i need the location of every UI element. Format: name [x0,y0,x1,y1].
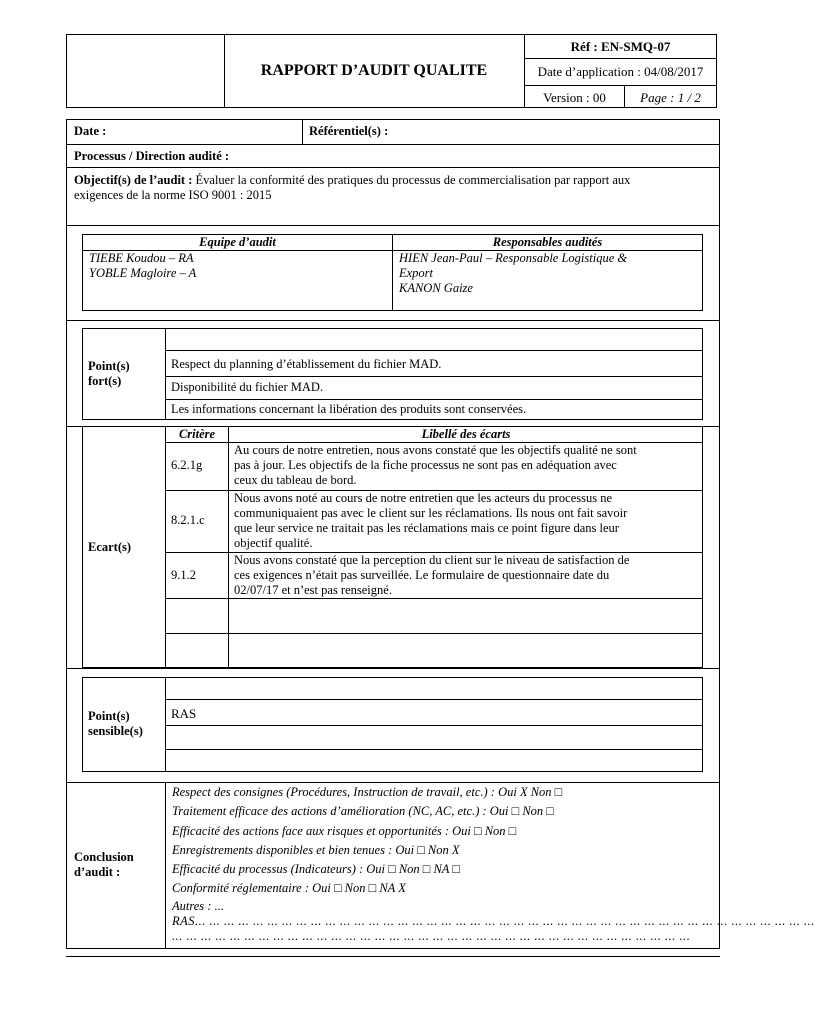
points-forts-label: Point(s) fort(s) [88,359,130,388]
responsables-header: Responsables audités [492,235,603,249]
responsable-member: HIEN Jean-Paul – Responsable Logistique & [399,251,628,265]
conclusion-remarks: RAS... ... ... ... ... ... ... ... ... ... ... ... ... ... ... ... ... ... ... ... ... ... ... ... ... ... ... ... ... ... ... ... ... ... ... ... ... ... ... ... ... ... ... [172,913,815,928]
conclusion-item: Efficacité du processus (Indicateurs) : Oui □ Non □ NA □ [172,862,460,877]
conclusion-checklist [172,783,815,944]
conclusion-label: Conclusion d’audit : [74,850,134,879]
ecart-line: Nous avons noté au cours de notre entretien que les acteurs du processus ne [234,491,613,505]
point-fort-item: Les informations concernant la libération des produits sont conservées. [171,402,527,416]
document-title: RAPPORT D’AUDIT QUALITE [260,62,488,79]
ecart-line: 02/07/17 et n’est pas renseigné. [234,583,392,597]
ecart-critere: 9.1.2 [171,568,196,582]
critere-header: Critère [178,427,216,441]
application-date: Date d’application : 04/08/2017 [537,64,704,79]
ecart-line: pas à jour. Les objectifs de la fiche processus ne sont pas en adéquation avec [234,458,617,472]
ecart-description [234,491,700,551]
objectif-block [74,173,714,203]
objectif-text-2: exigences de la norme ISO 9001 : 2015 [74,188,272,202]
responsables-list [399,251,699,296]
footer-rule [66,956,720,957]
version-number: Version : 00 [543,90,606,105]
ecart-line: communiquaient pas avec le client sur les réclamations. Ils nous ont fait savoir [234,506,628,520]
ecart-line: ceux du tableau de bord. [234,473,357,487]
equipe-member: YOBLE Magloire – A [89,266,197,280]
reference-code: Réf : EN-SMQ-07 [570,39,671,54]
ecart-description [234,553,700,598]
point-fort-item: Disponibilité du fichier MAD. [171,380,324,394]
responsable-member: Export [399,266,434,280]
conclusion-item: Enregistrements disponibles et bien tenues : Oui □ Non X [172,842,460,857]
ecart-line: que leur service ne traitait pas les réclamations mais ce point figure dans leur [234,521,619,535]
ecarts-label: Ecart(s) [88,540,132,554]
conclusion-item: Respect des consignes (Procédures, Instruction de travail, etc.) : Oui X Non □ [172,785,563,799]
ecart-description [234,443,700,488]
date-label: Date : [74,124,107,138]
page-number: Page : 1 / 2 [640,90,701,105]
equipe-list [89,251,389,281]
referentiel-label: Référentiel(s) : [309,124,389,138]
libelle-header: Libellé des écarts [421,427,511,441]
ecart-line: Au cours de notre entretien, nous avons constaté que les objectifs qualité ne sont [234,443,637,457]
objectif-text: Évaluer la conformité des pratiques du processus de commercialisation par rapport aux [195,173,631,187]
conclusion-item: Conformité réglementaire : Oui □ Non □ NA X [172,881,406,896]
points-sensibles-label: Point(s) sensible(s) [88,709,143,738]
processus-label: Processus / Direction audité : [74,149,230,163]
conclusion-remarks: ... ... ... ... ... ... ... ... ... ... ... ... ... ... ... ... ... ... ... ... ... ... ... ... ... ... ... ... ... ... ... ... ... ... ... ... [172,928,691,943]
equipe-member: TIEBE Koudou – RA [89,251,194,265]
point-sensible-item: RAS [171,706,197,721]
ecart-line: objectif qualité. [234,536,313,550]
point-fort-item: Respect du planning d’établissement du fichier MAD. [171,357,442,371]
ecart-line: Nous avons constaté que la perception du client sur le niveau de satisfaction de [234,553,630,567]
ecart-critere: 8.2.1.c [171,513,205,527]
equipe-header: Equipe d’audit [199,235,276,249]
conclusion-item: Traitement efficace des actions d’amélioration (NC, AC, etc.) : Oui □ Non □ [172,804,554,819]
responsable-member: KANON Gaize [399,281,473,295]
conclusion-item: Efficacité des actions face aux risques et opportunités : Oui □ Non □ [172,823,517,838]
conclusion-item: Autres : ... [172,898,224,913]
objectif-label: Objectif(s) de l’audit : [74,173,193,187]
ecart-critere: 6.2.1g [171,458,203,472]
ecart-line: ces exigences n’était pas surveillée. Le formulaire de questionnaire date du [234,568,610,582]
